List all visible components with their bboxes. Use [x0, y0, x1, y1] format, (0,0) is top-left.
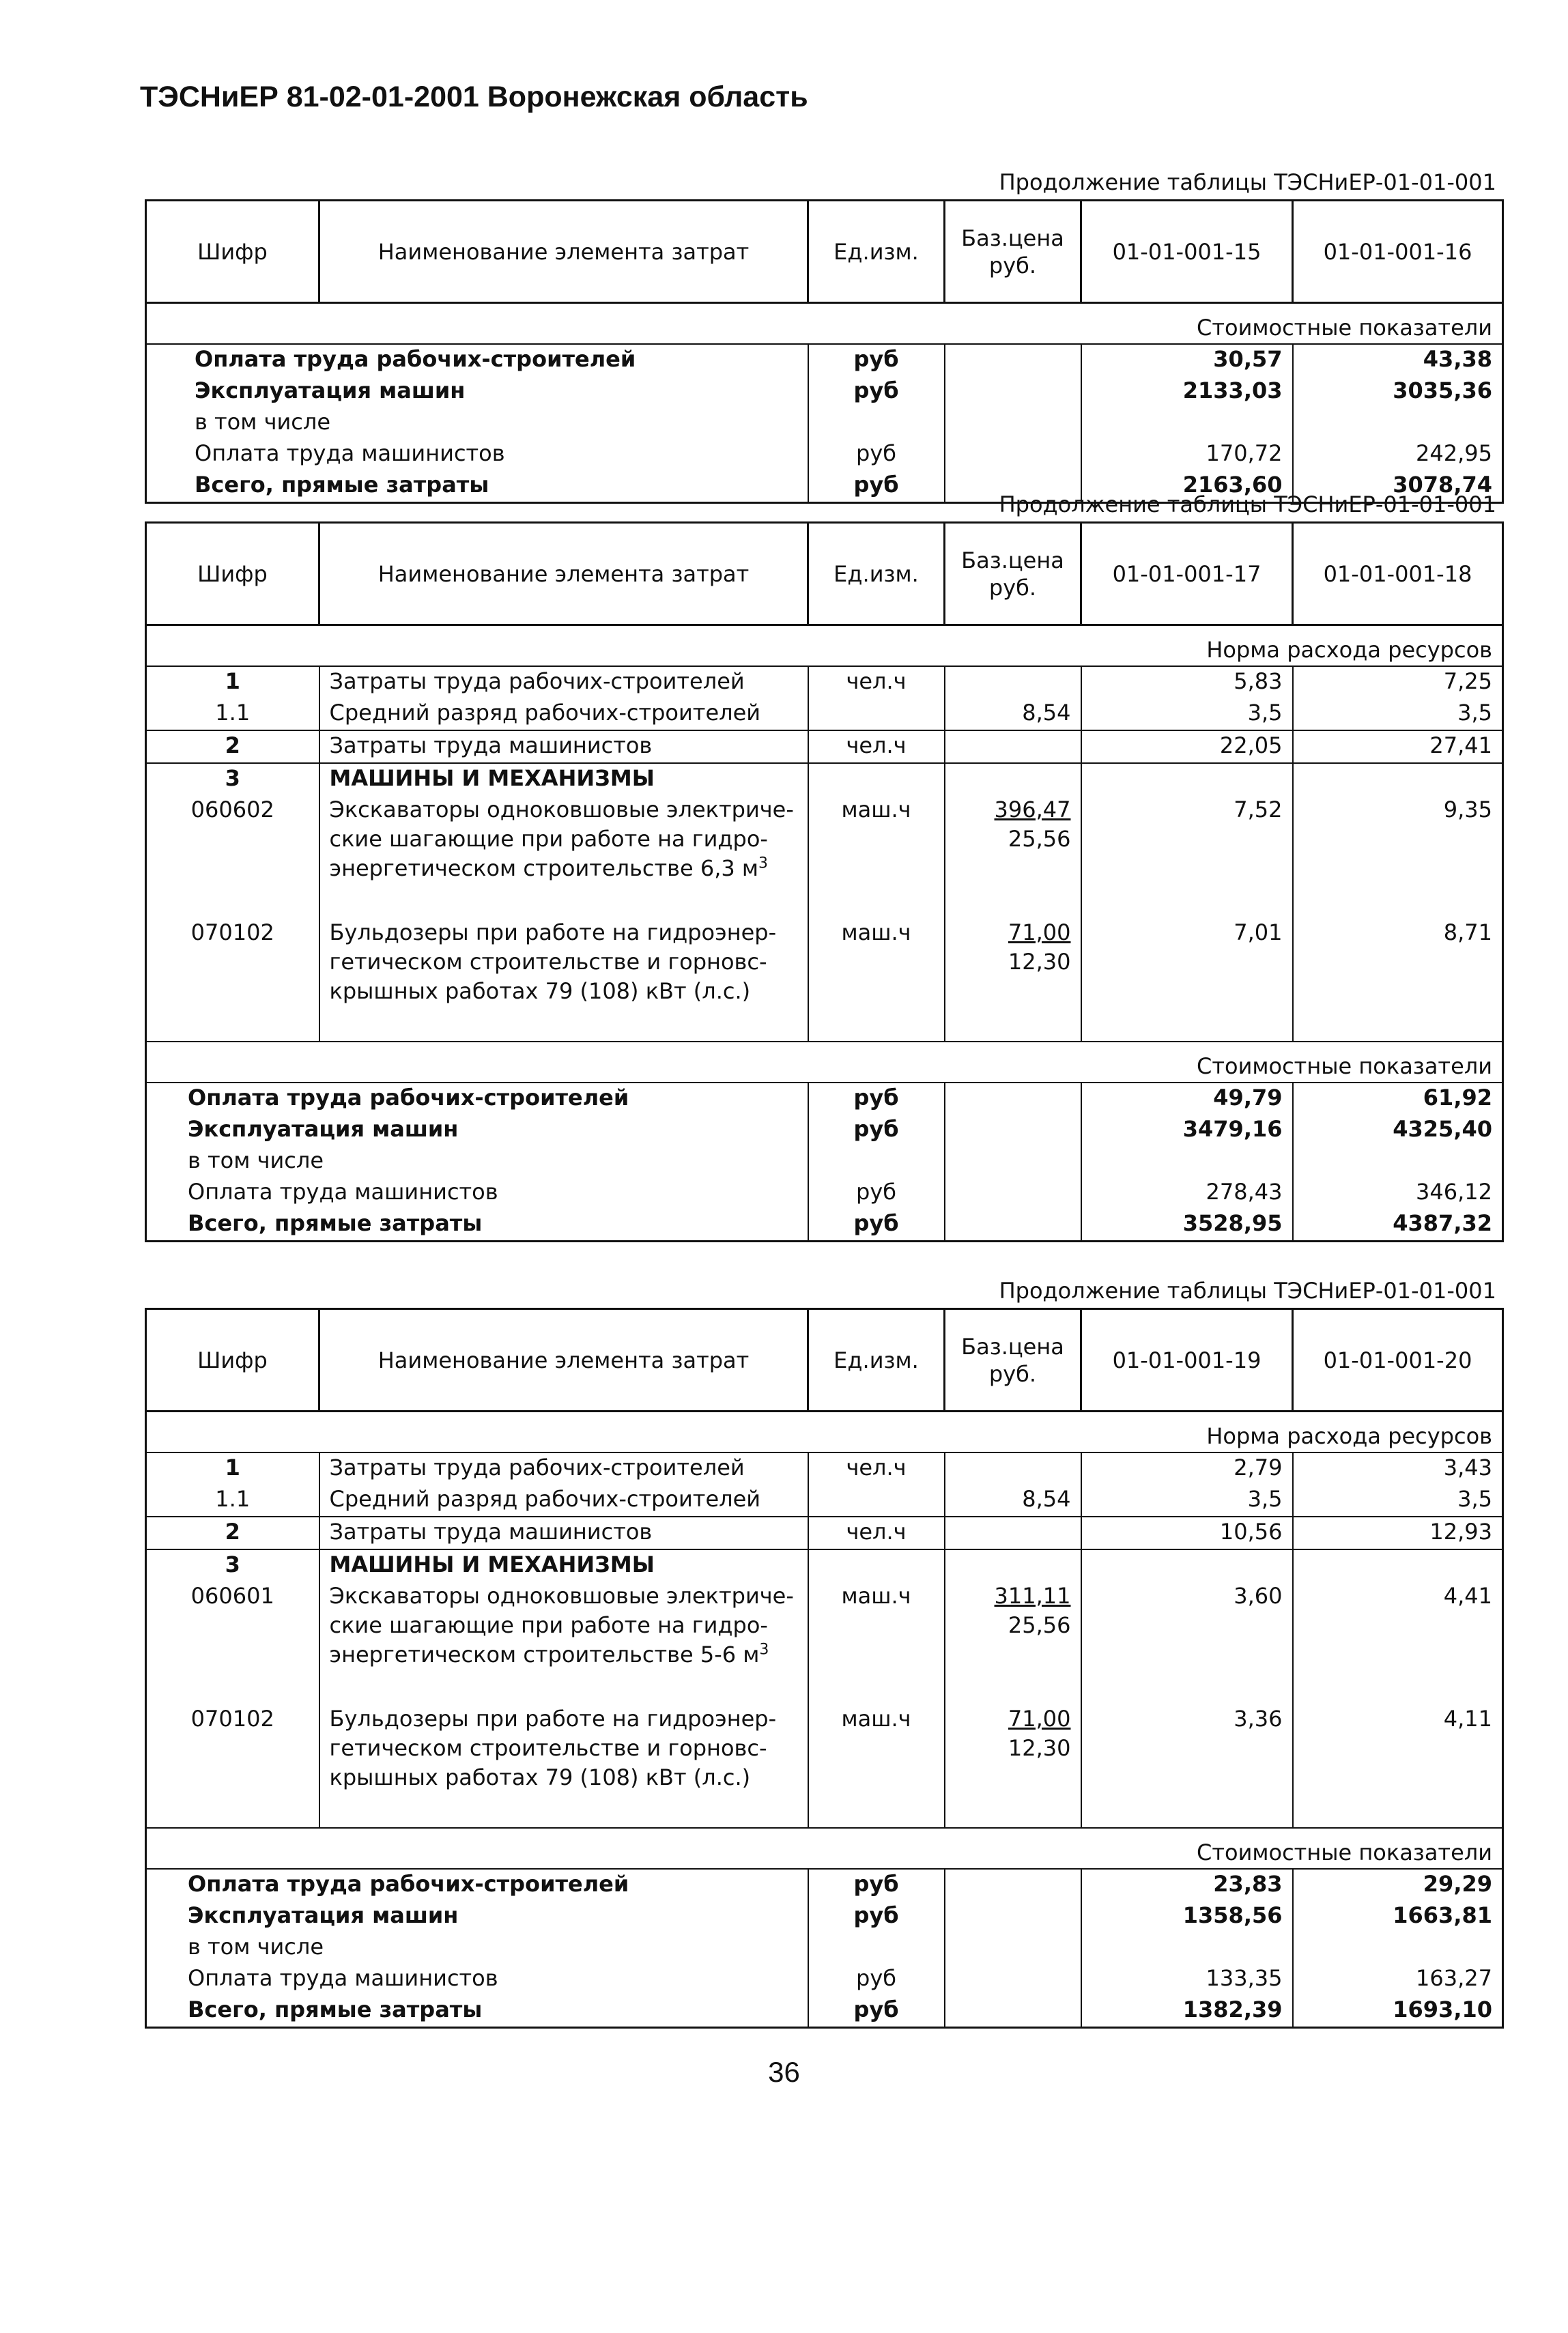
- row-price: [945, 1517, 1081, 1549]
- row-price: [945, 666, 1081, 698]
- row-value-2: 3035,36: [1293, 376, 1503, 407]
- table-row: [146, 763, 1503, 795]
- row-unit: руб: [808, 1964, 945, 1995]
- cost-indicators-label: Стоимостные показатели: [146, 1042, 1503, 1083]
- subheader-row: [146, 1042, 1503, 1083]
- row-value-1: 170,72: [1081, 439, 1293, 470]
- row-value-2: 4387,32: [1293, 1209, 1503, 1242]
- row-unit: [808, 407, 945, 439]
- cost-table-2: [145, 521, 1504, 1242]
- row-value-2: 3,43: [1293, 1452, 1503, 1485]
- table-row: [146, 1485, 1503, 1517]
- row-unit: руб: [808, 470, 945, 503]
- row-price: [945, 1549, 1081, 1581]
- row-code: 1.1: [146, 1485, 319, 1517]
- table-row: [146, 666, 1503, 698]
- row-value-1: 2163,60: [1081, 470, 1293, 503]
- cost-table-3: [145, 1308, 1504, 2029]
- header-base-price: Баз.цена руб.: [945, 1309, 1081, 1412]
- row-price: [945, 1209, 1081, 1242]
- row-code: 1: [146, 1452, 319, 1485]
- header-column-2: 01-01-001-20: [1293, 1309, 1503, 1412]
- row-value-2: [1293, 1932, 1503, 1964]
- machine-row: [146, 1704, 1503, 1828]
- row-value-2: 27,41: [1293, 730, 1503, 763]
- row-price: 311,11 25,56: [945, 1581, 1081, 1704]
- header-column-1: 01-01-001-17: [1081, 523, 1293, 625]
- row-value-1: 3528,95: [1081, 1209, 1293, 1242]
- row-value-2: 9,35: [1293, 795, 1503, 918]
- row-value-1: 2,79: [1081, 1452, 1293, 1485]
- machine-row: [146, 1581, 1503, 1704]
- row-value-1: 3,36: [1081, 1704, 1293, 1828]
- row-label: Бульдозеры при работе на гидроэнер- гетическом строительстве и горновс- крышных работах 79 (108) кВт (л.с.): [319, 918, 808, 1042]
- row-code: 1.1: [146, 698, 319, 730]
- row-value-2: 346,12: [1293, 1177, 1503, 1209]
- row-value-1: [1081, 1549, 1293, 1581]
- header-column-2: 01-01-001-16: [1293, 201, 1503, 303]
- row-label: Оплата труда рабочих-строителей: [146, 344, 808, 376]
- row-unit: чел.ч: [808, 1452, 945, 1485]
- row-value-2: 7,25: [1293, 666, 1503, 698]
- header-column-2: 01-01-001-18: [1293, 523, 1503, 625]
- row-label: МАШИНЫ И МЕХАНИЗМЫ: [319, 763, 808, 795]
- table-row: [146, 1549, 1503, 1581]
- row-label: Всего, прямые затраты: [146, 1209, 808, 1242]
- row-value-2: 163,27: [1293, 1964, 1503, 1995]
- row-value-2: 8,71: [1293, 918, 1503, 1042]
- row-value-2: [1293, 407, 1503, 439]
- table-header: [146, 201, 1503, 303]
- row-unit: руб: [808, 1209, 945, 1242]
- header-column-1: 01-01-001-15: [1081, 201, 1293, 303]
- row-unit: руб: [808, 376, 945, 407]
- header-base-price: Баз.цена руб.: [945, 523, 1081, 625]
- row-price: [945, 1869, 1081, 1901]
- table-row: [146, 439, 1503, 470]
- row-price: [945, 1177, 1081, 1209]
- row-unit: маш.ч: [808, 1581, 945, 1704]
- row-unit: руб: [808, 1177, 945, 1209]
- resource-norm-label: Норма расхода ресурсов: [146, 1412, 1503, 1453]
- row-value-1: 1358,56: [1081, 1901, 1293, 1932]
- page-number: 36: [768, 2056, 800, 2088]
- row-unit: чел.ч: [808, 730, 945, 763]
- row-label: Бульдозеры при работе на гидроэнер- гетическом строительстве и горновс- крышных работах 79 (108) кВт (л.с.): [319, 1704, 808, 1828]
- row-unit: руб: [808, 1869, 945, 1901]
- header-code: Шифр: [146, 1309, 319, 1412]
- row-value-2: 3,5: [1293, 1485, 1503, 1517]
- row-value-1: [1081, 763, 1293, 795]
- row-value-2: 1693,10: [1293, 1995, 1503, 2028]
- row-value-1: 5,83: [1081, 666, 1293, 698]
- row-value-1: [1081, 1932, 1293, 1964]
- row-label: Эксплуатация машин: [146, 376, 808, 407]
- row-unit: [808, 1485, 945, 1517]
- row-value-1: 3,5: [1081, 1485, 1293, 1517]
- row-label: в том числе: [146, 1146, 808, 1177]
- row-value-1: 7,01: [1081, 918, 1293, 1042]
- table-row: [146, 344, 1503, 376]
- row-label: в том числе: [146, 1932, 808, 1964]
- row-price: [945, 1964, 1081, 1995]
- row-price: [945, 376, 1081, 407]
- machine-row: [146, 795, 1503, 918]
- row-label: Оплата труда рабочих-строителей: [146, 1083, 808, 1115]
- row-label: Средний разряд рабочих-строителей: [319, 698, 808, 730]
- table-row: [146, 1901, 1503, 1932]
- row-value-1: 3,60: [1081, 1581, 1293, 1704]
- table-row: [146, 1517, 1503, 1549]
- header-code: Шифр: [146, 523, 319, 625]
- table-row: [146, 1146, 1503, 1177]
- row-value-2: 242,95: [1293, 439, 1503, 470]
- row-value-1: [1081, 407, 1293, 439]
- table-row: [146, 1209, 1503, 1242]
- continuation-note: Продолжение таблицы ТЭСНиЕР-01-01-001: [999, 1278, 1496, 1304]
- table-row: [146, 1995, 1503, 2028]
- row-price: 396,47 25,56: [945, 795, 1081, 918]
- row-price: [945, 1452, 1081, 1485]
- row-label: Эксплуатация машин: [146, 1901, 808, 1932]
- row-price: [945, 439, 1081, 470]
- row-code: 2: [146, 730, 319, 763]
- row-code: 070102: [146, 918, 319, 1042]
- row-price: 71,00 12,30: [945, 918, 1081, 1042]
- header-unit: Ед.изм.: [808, 201, 945, 303]
- table-row: [146, 376, 1503, 407]
- row-label: Эксплуатация машин: [146, 1115, 808, 1146]
- row-unit: чел.ч: [808, 666, 945, 698]
- row-price: [945, 1901, 1081, 1932]
- table-row: [146, 1115, 1503, 1146]
- row-label: Оплата труда рабочих-строителей: [146, 1869, 808, 1901]
- row-label: Оплата труда машинистов: [146, 1177, 808, 1209]
- subheader-row: [146, 303, 1503, 345]
- row-value-2: [1293, 1146, 1503, 1177]
- row-unit: [808, 1146, 945, 1177]
- row-label: Затраты труда рабочих-строителей: [319, 1452, 808, 1485]
- header-column-1: 01-01-001-19: [1081, 1309, 1293, 1412]
- row-price: [945, 1932, 1081, 1964]
- row-value-2: 29,29: [1293, 1869, 1503, 1901]
- table-row: [146, 698, 1503, 730]
- cost-indicators-label: Стоимостные показатели: [146, 303, 1503, 345]
- row-value-2: 61,92: [1293, 1083, 1503, 1115]
- table-row: [146, 1177, 1503, 1209]
- machine-row: [146, 918, 1503, 1042]
- table-row: [146, 1083, 1503, 1115]
- row-label: Экскаваторы одноковшовые электриче- ские шагающие при работе на гидро- энергетическом строительстве 5-6 $м^3$: [319, 1581, 808, 1704]
- row-label: Оплата труда машинистов: [146, 439, 808, 470]
- row-label: Затраты труда машинистов: [319, 730, 808, 763]
- row-value-2: 4,41: [1293, 1581, 1503, 1704]
- continuation-note: Продолжение таблицы ТЭСНиЕР-01-01-001: [999, 491, 1496, 517]
- header-name: Наименование элемента затрат: [319, 523, 808, 625]
- table-row: [146, 730, 1503, 763]
- row-label: Средний разряд рабочих-строителей: [319, 1485, 808, 1517]
- row-code: 1: [146, 666, 319, 698]
- row-unit: [808, 1549, 945, 1581]
- row-price: 71,00 12,30: [945, 1704, 1081, 1828]
- subheader-row: [146, 1412, 1503, 1453]
- row-label: Всего, прямые затраты: [146, 470, 808, 503]
- subheader-row: [146, 1828, 1503, 1869]
- row-price: [945, 407, 1081, 439]
- table-row: [146, 1964, 1503, 1995]
- row-value-2: 1663,81: [1293, 1901, 1503, 1932]
- header-unit: Ед.изм.: [808, 1309, 945, 1412]
- row-value-2: [1293, 763, 1503, 795]
- row-label: Всего, прямые затраты: [146, 1995, 808, 2028]
- row-label: в том числе: [146, 407, 808, 439]
- header-base-price: Баз.цена руб.: [945, 201, 1081, 303]
- resource-norm-label: Норма расхода ресурсов: [146, 625, 1503, 667]
- row-value-1: 1382,39: [1081, 1995, 1293, 2028]
- subheader-row: [146, 625, 1503, 667]
- row-value-2: 3,5: [1293, 698, 1503, 730]
- header-code: Шифр: [146, 201, 319, 303]
- row-price: [945, 1083, 1081, 1115]
- row-value-1: 49,79: [1081, 1083, 1293, 1115]
- row-code: 060602: [146, 795, 319, 918]
- row-unit: руб: [808, 1083, 945, 1115]
- row-value-2: 4,11: [1293, 1704, 1503, 1828]
- row-unit: маш.ч: [808, 918, 945, 1042]
- row-code: 2: [146, 1517, 319, 1549]
- row-code: 3: [146, 1549, 319, 1581]
- table-row: [146, 1932, 1503, 1964]
- row-unit: маш.ч: [808, 795, 945, 918]
- row-value-1: 22,05: [1081, 730, 1293, 763]
- continuation-note: Продолжение таблицы ТЭСНиЕР-01-01-001: [999, 169, 1496, 195]
- row-value-2: 12,93: [1293, 1517, 1503, 1549]
- document-title: ТЭСНиЕР 81-02-01-2001 Воронежская область: [140, 81, 808, 113]
- header-name: Наименование элемента затрат: [319, 1309, 808, 1412]
- row-code: 3: [146, 763, 319, 795]
- header-unit: Ед.изм.: [808, 523, 945, 625]
- row-unit: руб: [808, 1995, 945, 2028]
- table-row: [146, 1452, 1503, 1485]
- row-value-1: 23,83: [1081, 1869, 1293, 1901]
- row-unit: маш.ч: [808, 1704, 945, 1828]
- row-value-1: 3,5: [1081, 698, 1293, 730]
- row-value-1: 133,35: [1081, 1964, 1293, 1995]
- cost-table-1: [145, 199, 1504, 504]
- row-code: 060601: [146, 1581, 319, 1704]
- table-row: [146, 1869, 1503, 1901]
- row-price: [945, 763, 1081, 795]
- row-price: [945, 1146, 1081, 1177]
- row-unit: [808, 698, 945, 730]
- row-price: [945, 730, 1081, 763]
- row-unit: руб: [808, 439, 945, 470]
- table-header: [146, 523, 1503, 625]
- row-value-2: 4325,40: [1293, 1115, 1503, 1146]
- row-label: Затраты труда рабочих-строителей: [319, 666, 808, 698]
- row-price: [945, 1995, 1081, 2028]
- row-unit: руб: [808, 1115, 945, 1146]
- row-label: Оплата труда машинистов: [146, 1964, 808, 1995]
- row-price: [945, 344, 1081, 376]
- row-price: [945, 1115, 1081, 1146]
- row-label: МАШИНЫ И МЕХАНИЗМЫ: [319, 1549, 808, 1581]
- row-value-2: 3078,74: [1293, 470, 1503, 503]
- table-header: [146, 1309, 1503, 1412]
- table-row: [146, 407, 1503, 439]
- row-unit: руб: [808, 344, 945, 376]
- row-value-1: [1081, 1146, 1293, 1177]
- row-price: 8,54: [945, 1485, 1081, 1517]
- row-value-1: 10,56: [1081, 1517, 1293, 1549]
- row-price: 8,54: [945, 698, 1081, 730]
- row-value-1: 30,57: [1081, 344, 1293, 376]
- row-value-1: 7,52: [1081, 795, 1293, 918]
- row-label: Затраты труда машинистов: [319, 1517, 808, 1549]
- row-value-2: 43,38: [1293, 344, 1503, 376]
- row-unit: руб: [808, 1901, 945, 1932]
- header-name: Наименование элемента затрат: [319, 201, 808, 303]
- row-unit: [808, 1932, 945, 1964]
- cost-indicators-label: Стоимостные показатели: [146, 1828, 1503, 1869]
- row-unit: чел.ч: [808, 1517, 945, 1549]
- row-code: 070102: [146, 1704, 319, 1828]
- row-label: Экскаваторы одноковшовые электриче- ские шагающие при работе на гидро- энергетическом строительстве 6,3 $м^3$: [319, 795, 808, 918]
- row-value-1: 2133,03: [1081, 376, 1293, 407]
- row-value-2: [1293, 1549, 1503, 1581]
- row-unit: [808, 763, 945, 795]
- row-value-1: 278,43: [1081, 1177, 1293, 1209]
- row-value-1: 3479,16: [1081, 1115, 1293, 1146]
